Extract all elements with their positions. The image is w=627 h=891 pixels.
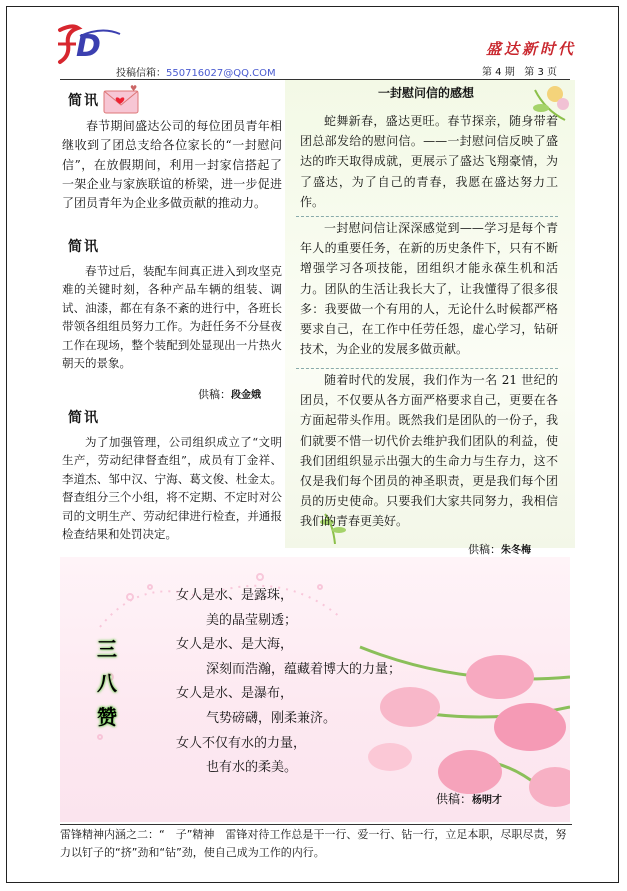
contact-line (116, 64, 276, 79)
poem-sig-label: 供稿： (436, 792, 473, 806)
poem-body (176, 584, 401, 781)
footer-rule (60, 824, 572, 825)
poem-title-char: 赞 (97, 705, 117, 729)
article-p1-text: 蛇舞新春，盛达更旺。春节探亲，随身带着团总部发给的慰问信。——一封慰问信反映了盛达的昨天取得成就，更展示了盛达飞翔豪情，为了盛达，为了自己的青春，我愿在盛达努力工作。 (300, 114, 558, 209)
article-signature (468, 541, 531, 557)
news1-heading: 简讯 (68, 93, 100, 109)
poem-sig-name: 杨明才 (472, 795, 503, 806)
article-p3 (300, 370, 558, 532)
envelope-icon (100, 83, 146, 117)
svg-text:D: D (76, 29, 101, 64)
issue-info (482, 63, 557, 78)
poem-line: 深刻而浩瀚，蕴藏着博大的力量； (206, 661, 402, 677)
poem-line: 女人是水、是瀑布， (176, 686, 294, 702)
poem-title-char: 三 (97, 637, 117, 661)
news1-text: 春节期间盛达公司的每位团员青年相继收到了团总支给各位家长的“一封慰问信”，在放假期间，利用一封家信搭起了一架企业与家族联谊的桥梁，进一步促进了团员青年为企业多做贡献的推动力。 (62, 119, 282, 211)
news3-heading: 简讯 (68, 410, 100, 426)
news2-signature (198, 386, 261, 402)
poem-line: 女人不仅有水的力量， (176, 735, 307, 751)
news3-text: 为了加强管理，公司组织成立了“文明生产，劳动纪律督查组”，成员有丁金祥、李道杰、邹中汉、宁海、葛文俊、杜金太。督查组分三个小组，将不定期、不定时对公司的文明生产、劳动纪律进行检查，并通报检查结果和处罚决定。 (62, 435, 282, 542)
article-sig-label: 供稿： (468, 543, 501, 556)
poem-line: 美的晶莹剔透； (206, 612, 298, 628)
news2-body (62, 262, 282, 372)
news2-sig-name: 段金娥 (231, 390, 261, 401)
news3-body (62, 433, 282, 543)
article-divider-1 (296, 216, 558, 217)
poem-line: 女人是水、是大海， (176, 637, 294, 653)
news2-heading: 简讯 (68, 239, 100, 255)
poem-line: 也有水的柔美。 (206, 760, 298, 776)
company-logo (54, 22, 124, 68)
news1-body (62, 117, 282, 213)
page-number: 第 3 页 (524, 67, 558, 78)
poem-title-char: 八 (97, 671, 117, 695)
article-sig-name: 朱冬梅 (501, 545, 531, 556)
issue-number: 第 4 期 (482, 67, 515, 78)
article-p3-text: 随着时代的发展，我们作为一名 21 世纪的团员，不仅要从各方面严格要求自己，更要在各方面起带头作用。既然我们是团队的一份子，我们就要不惜一切代价去维护我们团队的利益，使我们团组织显示出强大的生命力与生存力，这不仅是我们每个团员的神圣职责，更是我们每个团员的历史使命。只要我们大家共同努力，我相信我们的青春更美好。 (300, 373, 558, 529)
article-p1 (300, 111, 558, 212)
article-title: 一封慰问信的感想 (378, 86, 475, 100)
poem-title (92, 632, 122, 734)
contact-email[interactable]: 550716027@QQ.COM (166, 68, 276, 79)
newsletter-brand: 盛达新时代 (486, 40, 577, 58)
contact-label: 投稿信箱： (116, 68, 166, 79)
poem-signature (436, 790, 502, 807)
article-p2 (300, 218, 558, 359)
footer-text: 雷锋精神内涵之二：“ 子”精神 雷锋对待工作总是干一行、爱一行、钻一行，立足本职，尽职尽责，努力以钉子的“挤”劲和“钻”劲，使自己成为工作的内行。 (60, 828, 567, 859)
poem-line: 气势磅礴，刚柔兼济。 (206, 710, 337, 726)
poem-line: 女人是水、是露珠， (176, 588, 294, 603)
news2-sig-label: 供稿： (198, 388, 231, 401)
article-p2-text: 一封慰问信让深深感觉到——学习是每个青年人的重要任务，在新的历史条件下，只有不断增强学习各项技能，团组织才能永葆生机和活力。团队的生活让我长大了，让我懂得了很多很多：我要做一个有用的人，无论什么时候都严格要求自己，在工作中任劳任怨，虚心学习，钻研技术，为企业的发展多做贡献。 (300, 221, 558, 357)
article-divider-2 (296, 368, 558, 369)
svg-text:♥: ♥ (130, 84, 138, 93)
news2-text: 春节过后，装配车间真正进入到攻坚克难的关键时刻，各种产品车辆的组装、调试、油漆，都在有条不紊的进行中，各班长带领各组组员努力工作。为赶任务不分昼夜工作在现场，整个装配到处显现出一片热火朝天的景象。 (62, 264, 282, 371)
